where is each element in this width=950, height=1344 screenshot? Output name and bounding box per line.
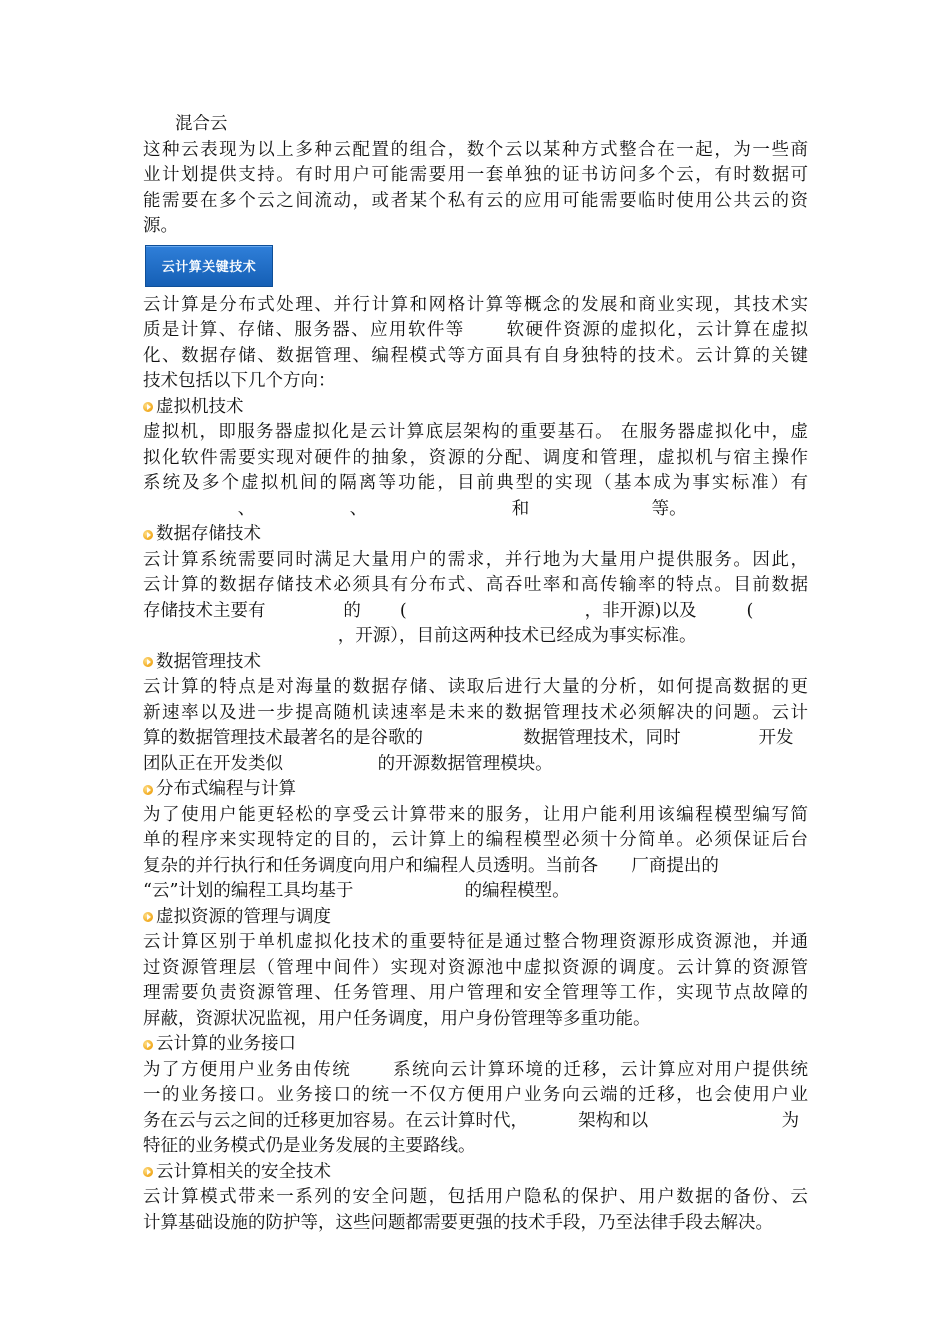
paragraph-line: 业计划提供支持。有时用户可能需要用一套单独的证书访问多个云，有时数据可 [143,165,808,185]
subheading-label: 云计算的业务接口 [156,1034,296,1054]
subheading-label: 数据管理技术 [156,651,261,672]
bullet-arrow-icon [143,657,153,667]
subheading-label: 虚拟机技术 [156,396,244,417]
subheading-label: 数据存储技术 [156,524,261,544]
subheading-data-management [143,650,808,676]
paragraph-line: “云”计划的编程工具均基于 的编程模型。 [143,881,570,901]
paragraph-line: ，开源），目前这两种技术已经成为事实标准。 [143,626,697,646]
paragraph-line: 这种云表现为以上多种云配置的组合，数个云以某种方式整合在一起，为一些商 [143,139,808,160]
bullet-arrow-icon [143,1040,153,1050]
bullet-arrow-icon [143,1167,153,1177]
paragraph-line: 拟化软件需要实现对硬件的抽象，资源的分配、调度和管理，虚拟机与宿主操作 [143,447,808,468]
paragraph-line: 务在云与云之间的迁移更加容易。在云计算时代， 架构和以 为 [143,1110,800,1131]
paragraph-line: 屏蔽，资源状况监视，用户任务调度，用户身份管理等多重功能。 [143,1008,651,1029]
paragraph-line: 虚拟机，即服务器虚拟化是云计算底层架构的重要基石。 在服务器虚拟化中，虚 [143,422,808,442]
subheading-label: 云计算相关的安全技术 [156,1161,331,1182]
paragraph-line: 云计算区别于单机虚拟化技术的重要特征是通过整合物理资源形成资源池，并通 [143,932,808,952]
paragraph-line: 复杂的并行执行和任务调度向用户和编程人员透明。当前各 厂商提出的 [143,855,719,876]
paragraph-line: 一的业务接口。业务接口的统一不仅方便用户业务向云端的迁移，也会使用户业 [143,1085,808,1105]
bullet-arrow-icon [143,912,153,922]
paragraph-line: 源。 [143,216,178,236]
document-page [143,112,808,1236]
subheading-virtual-machine [143,395,808,421]
paragraph-line: 云计算的数据存储技术必须具有分布式、高吞吐率和高传输率的特点。目前数据 [143,575,808,595]
paragraph-line: 化、数据存储、数据管理、编程模式等方面具有自身独特的技术。云计算的关键 [143,345,808,366]
paragraph-line: 团队正在开发类似 的开源数据管理模块。 [143,753,553,774]
subheading-security-technology [143,1160,808,1186]
paragraph-line: 技术包括以下几个方向： [143,371,336,391]
bullet-arrow-icon [143,530,153,540]
paragraph-line: 云计算的特点是对海量的数据存储、读取后进行大量的分析，如何提高数据的更 [143,677,808,697]
section-banner-key-technologies: 云计算关键技术 [145,245,273,287]
paragraph-line: 云计算模式带来一系列的安全问题，包括用户隐私的保护、用户数据的备份、云 [143,1187,808,1207]
bullet-arrow-icon [143,785,153,795]
paragraph-line: 算的数据管理技术最著名的是谷歌的 数据管理技术，同时 开发 [143,728,794,748]
paragraph-line: 为了方便用户业务由传统 系统向云计算环境的迁移，云计算应对用户提供统 [143,1059,808,1080]
paragraph-line: 理需要负责资源管理、任务管理、用户管理和安全管理等工作，实现节点故障的 [143,983,808,1003]
subheading-label: 分布式编程与计算 [156,779,296,799]
paragraph-line: 、 、 和 等。 [143,498,687,519]
paragraph-line: 质是计算、存储、服务器、应用软件等 软硬件资源的虚拟化，云计算在虚拟 [143,320,808,340]
paragraph-line: 特征的业务模式仍是业务发展的主要路线。 [143,1136,476,1156]
paragraph-line: 云计算是分布式处理、并行计算和网格计算等概念的发展和商业实现，其技术实 [143,294,808,315]
subheading-label: 虚拟资源的管理与调度 [156,906,331,927]
paragraph-line: 为了使用户能更轻松的享受云计算带来的服务，让用户能利用该编程模型编写简 [143,804,808,825]
subheading-business-interface [143,1032,808,1058]
section-title-hybrid-cloud: 混合云 [175,114,228,134]
paragraph-line: 系统及多个虚拟机间的隔离等功能，目前典型的实现（基本成为事实标准）有 [143,473,808,493]
bullet-arrow-icon [143,402,153,412]
subheading-data-storage [143,522,808,548]
paragraph-line: 计算基础设施的防护等，这些问题都需要更强的技术手段，乃至法律手段去解决。 [143,1212,773,1233]
paragraph-line: 新速率以及进一步提高随机读速率是未来的数据管理技术必须解决的问题。云计 [143,702,808,723]
paragraph-line: 存储技术主要有 的 ( ，非开源)以及 ( [143,600,754,621]
paragraph-line: 单的程序来实现特定的目的，云计算上的编程模型必须十分简单。必须保证后台 [143,830,808,850]
paragraph-line: 云计算系统需要同时满足大量用户的需求，并行地为大量用户提供服务。因此， [143,549,808,570]
paragraph-line: 能需要在多个云之间流动，或者某个私有云的应用可能需要临时使用公共云的资 [143,190,808,211]
paragraph-line: 过资源管理层（管理中间件）实现对资源池中虚拟资源的调度。云计算的资源管 [143,957,808,978]
subheading-distributed-programming [143,777,808,803]
subheading-virtual-resource-management [143,905,808,931]
